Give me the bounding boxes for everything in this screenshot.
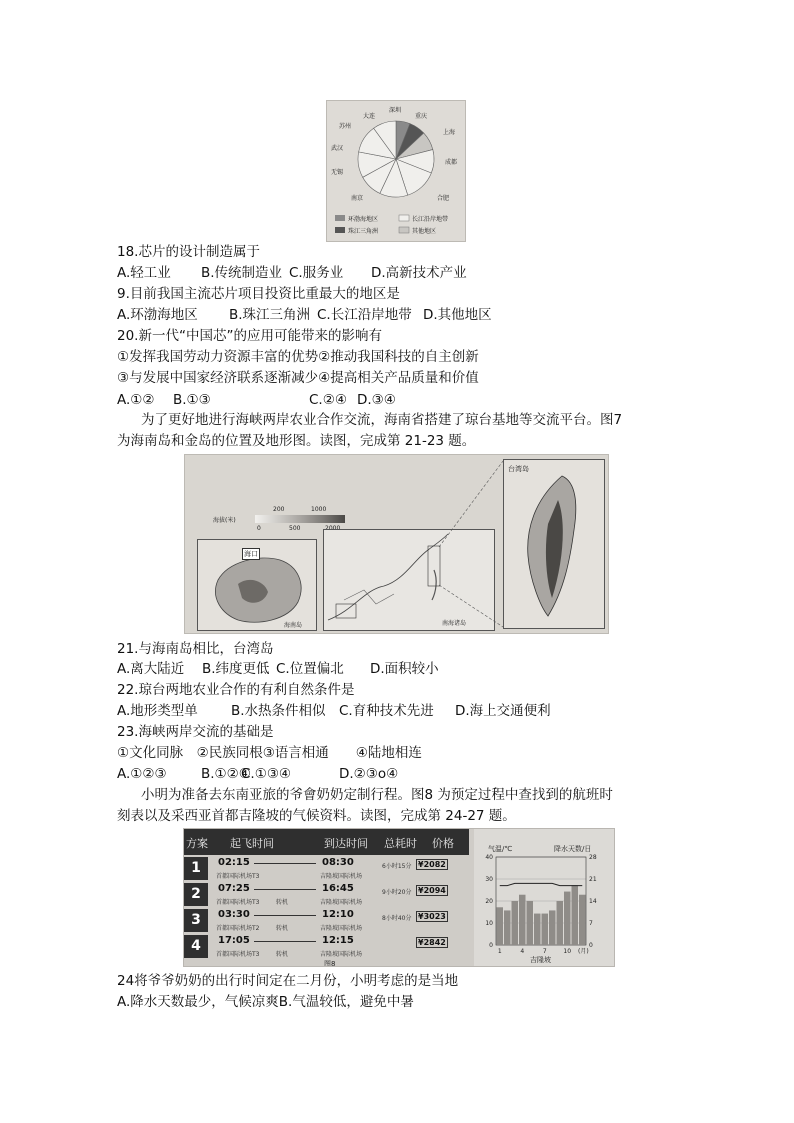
header-arrive: 到达时间 <box>324 837 368 850</box>
question-21-options <box>117 660 439 678</box>
precip-bar <box>512 901 519 945</box>
option: A.轻工业 <box>117 265 171 281</box>
option: C.位置偏北 <box>276 661 344 677</box>
arrival-time: 16:45 <box>322 883 354 894</box>
duration: 9小时20分 <box>382 889 412 896</box>
departure-time: 07:25 <box>218 883 250 894</box>
precip-tick-label: 21 <box>589 876 597 883</box>
month-tick-label: 4 <box>520 948 525 955</box>
option: B.①③ <box>173 392 211 408</box>
figure-8-caption: 图8 <box>324 960 336 967</box>
question-24-options <box>117 993 414 1011</box>
legend-swatch-changjiang <box>399 215 409 221</box>
price: ¥2082 <box>418 860 446 869</box>
option: D.②③o④ <box>339 766 399 782</box>
legend-swatch-bohai <box>335 215 345 221</box>
precip-bar <box>542 914 549 945</box>
option: A.①②③ <box>117 766 167 782</box>
hainan-label: 海南岛 <box>284 622 303 629</box>
station-label: 吉隆坡 <box>530 956 551 964</box>
south-sea-label: 南海诸岛 <box>442 620 467 627</box>
precip-tick-label: 28 <box>589 854 597 861</box>
legend-tick: 200 <box>273 506 285 513</box>
pie-label: 重庆 <box>415 113 428 120</box>
option: A.离大陆近 <box>117 661 185 677</box>
departure-time: 02:15 <box>218 857 250 868</box>
question-18-stem: 18.芯片的设计制造属于 <box>117 244 260 260</box>
option: C.长江沿岸地带 <box>317 307 412 323</box>
precip-bar <box>557 901 564 945</box>
question-20-stem: 20.新一代“中国芯”的应用可能带来的影响有 <box>117 328 382 344</box>
precip-bar <box>527 901 534 945</box>
question-21-stem: 21.与海南岛相比，台湾岛 <box>117 641 274 657</box>
departure-time: 03:30 <box>218 909 250 920</box>
pie-label: 苏州 <box>339 123 352 130</box>
legend-title: 海拔(米) <box>213 517 236 524</box>
month-tick-label: 1 <box>497 948 502 955</box>
option: B.传统制造业 <box>201 265 283 281</box>
pie-label: 深圳 <box>389 107 402 114</box>
question-23-stem: 23.海峡两岸交流的基础是 <box>117 724 274 740</box>
header-depart: 起飞时间 <box>230 837 274 850</box>
timetable-row <box>184 935 469 958</box>
legend-swatch-zhujiang <box>335 227 345 233</box>
option: A.环渤海地区 <box>117 307 198 323</box>
departure-airport: 首都国际机场T3 <box>216 951 260 958</box>
arrival-airport: 吉隆坡国际机场 <box>320 873 363 880</box>
option: B.水热条件相似 <box>231 703 326 719</box>
question-19-stem: 9.目前我国主流芯片项目投资比重最大的地区是 <box>117 286 400 302</box>
question-22-stem: 22.琼台两地农业合作的有利自然条件是 <box>117 682 355 698</box>
precip-bar <box>497 907 504 945</box>
timetable-row <box>184 883 469 906</box>
question-20-statements-1: ①发挥我国劳动力资源丰富的优势②推动我国科技的自主创新 <box>117 349 479 365</box>
price: ¥2842 <box>418 938 446 947</box>
price: ¥2094 <box>418 886 446 895</box>
legend-tick: 500 <box>289 525 301 532</box>
question-24-stem: 24将爷爷奶奶的出行时间定在二月份，小明考虑的是当地 <box>117 973 459 989</box>
pie-label: 上海 <box>443 129 456 136</box>
legend-tick: 1000 <box>311 506 327 513</box>
transfer-note: 转机 <box>276 951 289 958</box>
precip-bar <box>534 914 541 945</box>
question-19-options <box>117 306 492 324</box>
month-tick-label: 7 <box>542 948 547 955</box>
option: C.①③④ <box>241 766 292 782</box>
precip-bar <box>504 910 511 945</box>
legend-label: 环渤海地区 <box>348 216 379 223</box>
pie-label: 大连 <box>363 113 376 120</box>
passage-2-line-1: 小明为准备去东南亚旅的爷會奶奶定制行程。图8 为预定过程中查找到的航班时 <box>141 787 613 803</box>
haikou-label: 海口 <box>244 550 258 558</box>
passage-2-line-2: 刻表以及采西亚首都吉隆坡的气候资料。读图，完成第 24-27 题。 <box>117 808 516 824</box>
temp-tick-label: 20 <box>485 898 493 905</box>
pie-chart-figure <box>326 100 466 242</box>
arrival-airport: 吉隆坡国际机场 <box>320 925 363 932</box>
question-20-statements-2: ③与发展中国家经济联系逐渐减少④提高相关产品质量和价值 <box>117 370 479 386</box>
question-23-options <box>117 765 399 783</box>
climate-chart <box>474 829 614 966</box>
pie-label: 合肥 <box>437 195 450 202</box>
question-20-options <box>117 391 396 409</box>
duration: 6小时15分 <box>382 863 412 870</box>
precip-bar <box>572 885 579 945</box>
option: C.②④ <box>309 392 347 408</box>
timetable-row <box>184 909 469 932</box>
option: C.育种技术先进 <box>339 703 434 719</box>
pie-label: 无锡 <box>331 169 344 176</box>
precip-axis-label: 降水天数/日 <box>554 845 592 853</box>
question-22-options <box>117 702 551 720</box>
option: D.③④ <box>357 392 396 408</box>
option: B.①②④ <box>201 766 251 782</box>
arrival-time: 12:15 <box>322 935 354 946</box>
temp-tick-label: 0 <box>489 942 493 949</box>
legend-swatch-other <box>399 227 409 233</box>
legend-label: 长江沿岸地带 <box>412 216 449 223</box>
precip-tick-label: 7 <box>589 920 593 927</box>
passage-1-line-1: 为了更好地进行海峡两岸农业合作交流，海南省搭建了琼台基地等交流平台。图7 <box>141 412 623 428</box>
month-tick-label: 10 <box>563 948 572 955</box>
option: B.纬度更低 <box>202 661 270 677</box>
plan-number: 3 <box>184 909 208 932</box>
precip-bar <box>579 895 586 945</box>
temp-tick-label: 30 <box>485 876 493 883</box>
flight-timetable-figure <box>183 828 615 967</box>
departure-time: 17:05 <box>218 935 250 946</box>
option: A.降水天数最少，气候凉爽 <box>117 994 279 1010</box>
temp-tick-label: 40 <box>485 854 493 861</box>
temp-tick-label: 10 <box>485 920 493 927</box>
departure-airport: 首都国际机场T2 <box>216 925 260 932</box>
question-23-statements: ①文化同脉 ②民族同根③语言相通 ④陆地相连 <box>117 745 422 761</box>
option: A.①② <box>117 392 155 408</box>
precip-bar <box>519 895 526 945</box>
pie-label: 南京 <box>351 195 364 202</box>
option: C.服务业 <box>289 265 344 281</box>
option: D.面积较小 <box>370 661 439 677</box>
timetable-header <box>184 829 469 855</box>
arrival-time: 08:30 <box>322 857 354 868</box>
map-figure <box>184 454 609 634</box>
legend-label: 珠江三角洲 <box>348 228 379 235</box>
arrival-airport: 吉隆坡国际机场 <box>320 951 363 958</box>
timetable-row <box>184 857 469 880</box>
transfer-note: 转机 <box>276 899 289 906</box>
departure-airport: 首都国际机场T3 <box>216 873 260 880</box>
temp-axis-label: 气温/℃ <box>488 845 513 853</box>
header-plan: 方案 <box>186 837 208 850</box>
precip-tick-label: 0 <box>589 942 593 949</box>
legend-label: 其他地区 <box>412 228 437 235</box>
header-duration: 总耗时 <box>384 837 417 850</box>
legend-tick: 0 <box>257 525 261 532</box>
pie-label: 武汉 <box>331 145 344 152</box>
precip-bar <box>564 892 571 945</box>
leader-lines <box>185 455 608 633</box>
taiwan-label: 台湾岛 <box>508 465 529 473</box>
transfer-note: 转机 <box>276 925 289 932</box>
plan-number: 4 <box>184 935 208 958</box>
option: D.海上交通便利 <box>455 703 551 719</box>
precip-tick-label: 14 <box>589 898 597 905</box>
option: D.高新技术产业 <box>371 265 467 281</box>
passage-1-line-2: 为海南岛和金岛的位置及地形图。读图，完成第 21-23 题。 <box>117 433 476 449</box>
pie-label: 成都 <box>445 159 458 166</box>
departure-airport: 首都国际机场T3 <box>216 899 260 906</box>
price: ¥3023 <box>418 912 446 921</box>
question-18-options <box>117 264 467 282</box>
option: B.珠江三角洲 <box>229 307 311 323</box>
option: A.地形类型单 <box>117 703 198 719</box>
plan-number: 1 <box>184 857 208 880</box>
header-price: 价格 <box>432 837 454 850</box>
arrival-airport: 吉隆坡国际机场 <box>320 899 363 906</box>
precip-bar <box>549 910 556 945</box>
option: D.其他地区 <box>423 307 492 323</box>
plan-number: 2 <box>184 883 208 906</box>
arrival-time: 12:10 <box>322 909 354 920</box>
option: B.气温较低，避免中暑 <box>278 994 414 1010</box>
month-unit: (月) <box>578 948 589 955</box>
duration: 8小时40分 <box>382 915 412 922</box>
